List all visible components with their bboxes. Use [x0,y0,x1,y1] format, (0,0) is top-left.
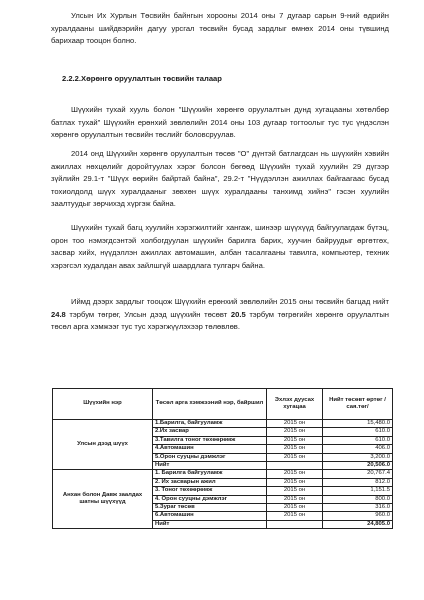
paragraph-intro: Улсын Их Хурлын Төсвийн байнгын хорооны 2014 оны 7 дугаар сарын 9-ний өдрийн хуралдааны шийдвэрийн дагуу урсгал төсвийн бусад зардлыг өмнөх 2014 оны түвшинд барихаар тооцон болно. [51,11,389,46]
paragraph-totals [51,296,389,334]
row-cost: 610.0 [323,436,393,444]
row-period: 2015 он [267,436,323,444]
row-item: 1. Барилга байгууламж [153,470,267,478]
row-cost: 20,767.4 [323,470,393,478]
row-period: 2015 он [267,445,323,453]
row-period: 2015 он [267,470,323,478]
table-row [53,470,393,478]
row-cost: 812.0 [323,478,393,486]
header-total-cost: Нийт төсөвт өртөг /сая.төг/ [323,389,393,420]
total-council-value: 24.8 [51,309,66,319]
row-period: 2015 он [267,504,323,512]
totals-text-2: тэрбум төгрөг, Улсын дээд шүүхийн төсөвт [65,309,231,319]
row-item: 2. Их засварын ажил [153,478,267,486]
header-project-name: Төсөл арга хэмжээний нэр, байршил [153,389,267,420]
paragraph-2014-budget: 2014 онд Шүүхийн хөрөнгө оруулалтын төсөв "О" дүнтэй батлагдсан нь шүүхийн хэвийн ажиллах нөхцөлийг доройтуулах хэрэг болсон бөгөөд Шүүхийн тухай хуулийн 29 дүгээр зүйлийн 29.1-т "Шүүх өөрийн байртай байна", 29.2-т "Нүүдэллэн ажиллах байгаагаас бусад тохиолдолд шүүх хуралдааныг зөвхөн шүүх хуралдааны танхимд хийнэ" гэсэн хуулийн заалтуудыг зөрчихэд хүргэж байна. [51,149,389,209]
row-period: 2015 он [267,512,323,520]
header-court-name: Шүүхийн нэр [53,389,153,420]
row-period: 2015 он [267,428,323,436]
total-period-empty [267,520,323,528]
row-item: 5.Орон сууцны дэмжлэг [153,453,267,461]
row-item: 2.Их засвар [153,428,267,436]
paragraph-needs: Шүүхийн тухай багц хуулийн хэрэгжилтийг хангаж, шинээр шүүхүүд байгуулагдаж бүтэц, орон тоо нэмэгдсэнтэй холбогдуулан шүүхийн барилга барих, хуучин байруудыг өргөтгөх, засвар хийх, нүүдэллэн ажиллах автомашин, албан тасалгааны тавилга, компьютер, техник хэрэгсэл худалдан авах зайлшгүй шаардлага тулгарч байна. [51,223,389,270]
paragraph-basis: Шүүхийн тухай хууль болон "Шүүхийн хөрөнгө оруулалтын дунд хугацааны хөтөлбөр батлах тухай" Шүүхийн ерөнхий зөвлөлийн 2014 оны 103 дугаар тогтоолыг тус тус үндэслэн хөрөнгө оруулалтын төсвийн төслийг боловсруулав. [51,105,389,140]
table-row [53,420,393,428]
group-name-lower-courts: Анхан болон Давж заалдах шатны шүүхүүд [53,470,153,529]
row-cost: 800.0 [323,495,393,503]
group-name-supreme-court: Улсын дээд шүүх [53,420,153,470]
total-supreme-court-value: 20.5 [230,309,246,319]
header-period: Эхлэх дуусах хугацаа [267,389,323,420]
row-item: 4. Орон сууцны дэмжлэг [153,495,267,503]
row-item: 4.Автомашин [153,445,267,453]
row-period: 2015 он [267,495,323,503]
total-value: 24,805.0 [323,520,393,528]
section-heading: 2.2.2.Хөрөнгө оруулалтын төсвийн талаар [62,74,222,83]
investment-table [52,388,393,529]
row-item: 5.Зураг төсөв [153,504,267,512]
row-period: 2015 он [267,420,323,428]
row-cost: 15,480.0 [323,420,393,428]
row-cost: 406.0 [323,445,393,453]
totals-text-3: тэрбум төгрөгийн хөрөнгө оруулалтын төсөл арга хэмжээг тус тус хэрэгжүүлэхээр төлөвлөв. [51,309,390,332]
total-label: Нийт [153,462,267,470]
row-item: 3.Тавилга тоног төхөөрөмж [153,436,267,444]
total-value: 20,506.0 [323,462,393,470]
row-cost: 960.0 [323,512,393,520]
total-label: Нийт [153,520,267,528]
row-cost: 316.0 [323,504,393,512]
row-cost: 1,151.5 [323,487,393,495]
row-cost: 610.0 [323,428,393,436]
row-period: 2015 он [267,453,323,461]
table-header-row [53,389,393,420]
row-item: 6.Автомашин [153,512,267,520]
row-item: 3. Тоног төхөөрөмж [153,487,267,495]
row-cost: 3,200.0 [323,453,393,461]
row-period: 2015 он [267,487,323,495]
row-period: 2015 он [267,478,323,486]
total-period-empty [267,462,323,470]
row-item: 1.Барилга, байгууламж [153,420,267,428]
totals-text-1: Иймд дээрх зардлыг тооцож Шүүхийн ерөнхий зөвлөлийн 2015 оны төсвийн багцад нийт [71,297,389,306]
